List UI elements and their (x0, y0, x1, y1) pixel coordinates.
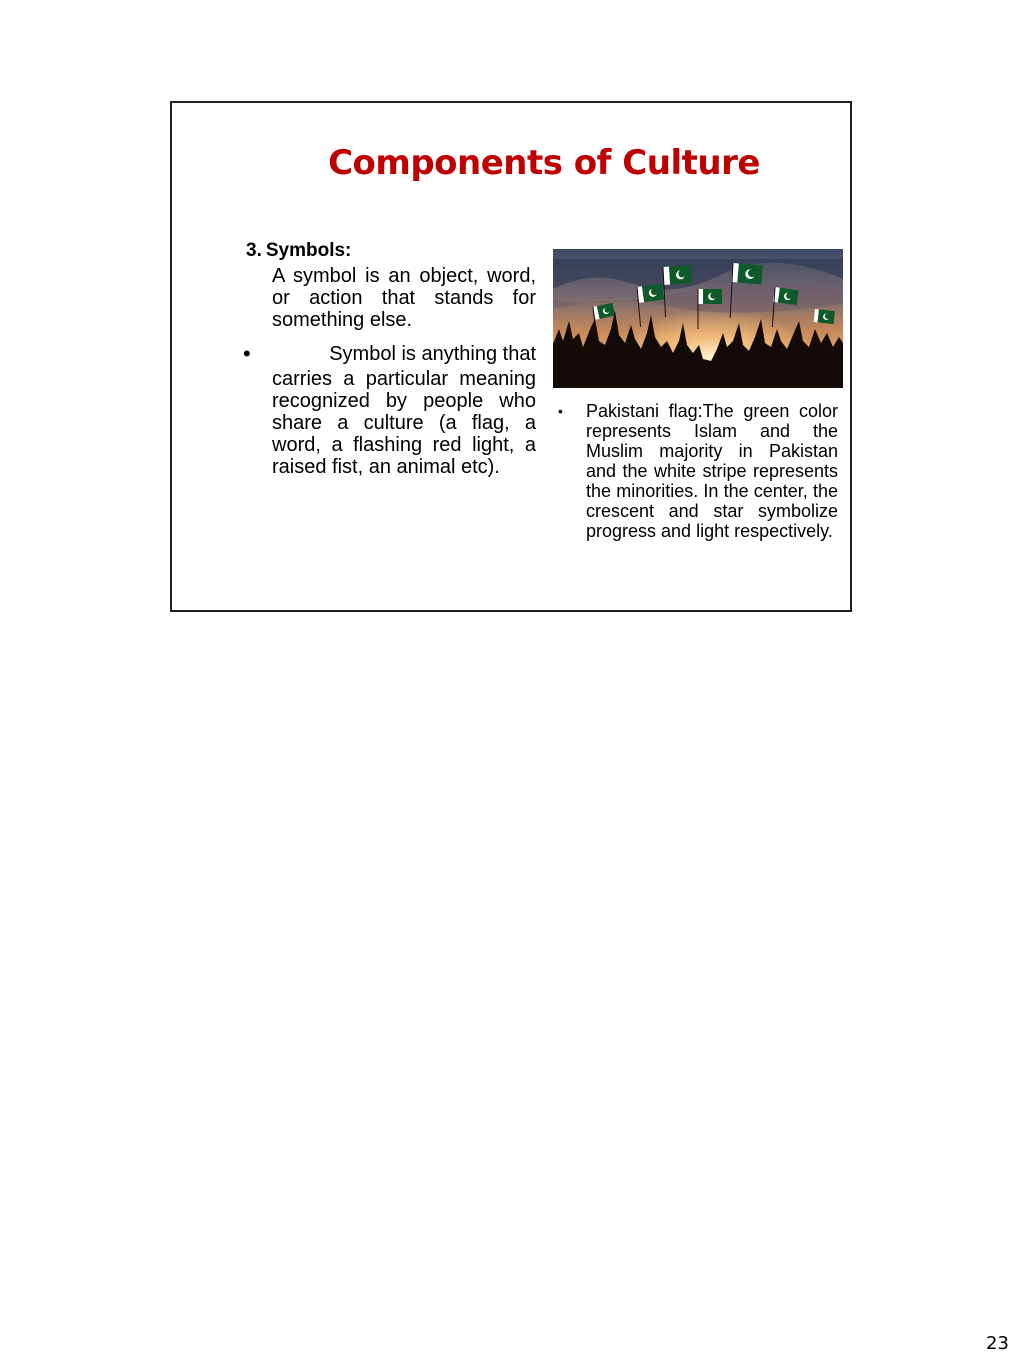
section-number: 3. (246, 240, 262, 261)
caption-marker: • (558, 403, 563, 419)
flag-crowd-photo (553, 249, 843, 388)
symbols-section (243, 239, 536, 478)
bullet-paragraph (272, 343, 536, 478)
flag-icon (814, 309, 835, 324)
bullet-lead: Symbol is anything that (329, 343, 536, 365)
symbol-definition: A symbol is an object, word, or action that stands for something else. (272, 265, 536, 331)
slide-title: Components of Culture (328, 143, 760, 183)
bullet-marker: • (243, 341, 251, 366)
page-number: 23 (986, 1333, 1009, 1354)
slide-frame (170, 101, 852, 612)
section-heading-text: Symbols: (265, 240, 352, 261)
caption-text: Pakistani flag:The green color represents Islam and the Muslim majority in Pakistan and the white stripe represents the minorities. In the center, the crescent and star symbolize progress and light respectively. (586, 401, 838, 541)
section-heading (246, 239, 536, 263)
photo-caption (556, 401, 838, 541)
flag-crowd-illustration (553, 249, 843, 388)
bullet-body: carries a particular meaning recognized by people who share a culture (a flag, a word, a flashing red light, a raised fist, an animal etc). (272, 368, 536, 478)
bullet-item (243, 341, 536, 478)
